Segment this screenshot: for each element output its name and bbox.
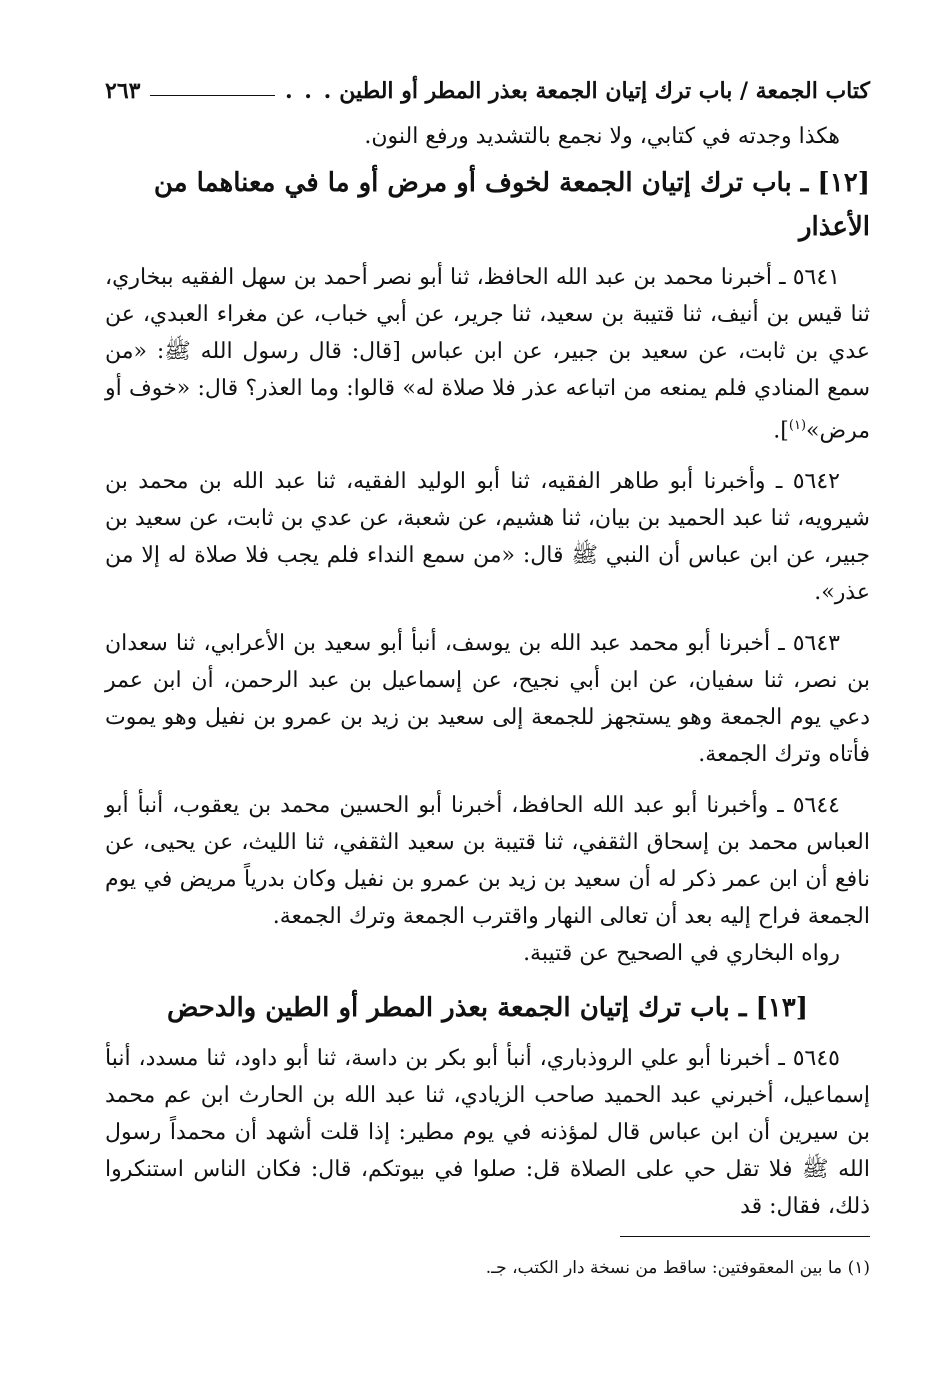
hadith-5642 [105,463,870,611]
page-number: ٢٦٣ [105,78,141,104]
hadith-5645 [105,1040,870,1225]
hadith-5644-note: رواه البخاري في الصحيح عن قتيبة. [523,941,840,967]
header-ellipsis: . . . [284,78,334,104]
hadith-5642-text: ٥٦٤٢ ـ وأخبرنا أبو طاهر الفقيه، ثنا أبو الوليد الفقيه، ثنا عبد الله بن محمد بن شيرويه، ثنا عبد الحميد بن بيان، ثنا هشيم، عن شعبة، عن عدي بن ثابت، عن سعيد بن جبير، عن ابن عباس أن النبي ﷺ قال: «من سمع النداء فلم يجب فلا صلاة له إلا من عذر». [105,469,870,606]
header-title: كتاب الجمعة / باب ترك إتيان الجمعة بعذر المطر أو الطين [339,78,870,104]
chapter-heading-12: [١٢] ـ باب ترك إتيان الجمعة لخوف أو مرض أو ما في معناهما من الأعذار [153,168,870,242]
hadith-5641 [105,259,870,449]
hadith-5645-text: ٥٦٤٥ ـ أخبرنا أبو علي الروذباري، أنبأ أبو بكر بن داسة، ثنا أبو داود، ثنا مسدد، أنبأ إسماعيل، أخبرني عبد الحميد صاحب الزيادي، ثنا عبد الله بن الحارث ابن عم محمد بن سيرين أن ابن عباس قال لمؤذنه في يوم مطير: إذا قلت أشهد أن محمداً رسول الله ﷺ فلا تقل حي على الصلاة قل: صلوا في بيوتكم، قال: فكان الناس استنكروا ذلك، فقال: قد [105,1046,870,1220]
hadith-5644 [105,787,870,972]
header-rule [150,95,275,96]
hadith-5644-text: ٥٦٤٤ ـ وأخبرنا أبو عبد الله الحافظ، أخبرنا أبو الحسين محمد بن يعقوب، أنبأ أبو العباس محمد بن إسحاق الثقفي، ثنا قتيبة بن سعيد الثقفي، ثنا الليث، عن يحيى، عن نافع أن ابن عمر ذكر له أن سعيد بن زيد بن عمرو بن نفيل وكان بدرياً مريض في يوم الجمعة فراح إليه بعد أن تعالى النهار واقترب الجمعة وترك الجمعة. [105,793,870,930]
footnote-reference: (١) [788,418,807,433]
hadith-5643-text: ٥٦٤٣ ـ أخبرنا أبو محمد عبد الله بن يوسف، أنبأ أبو سعيد بن الأعرابي، ثنا سعدان بن نصر، ثنا سفيان، عن ابن أبي نجيح، عن إسماعيل بن عبد الرحمن، أن ابن عمر دعي يوم الجمعة وهو يستجهز للجمعة إلى سعيد بن زيد بن عمرو بن نفيل وهو يموت فأتاه وترك الجمعة. [105,631,870,768]
hadith-5641-body: ٥٦٤١ ـ أخبرنا محمد بن عبد الله الحافظ، ثنا أبو نصر أحمد بن سهل الفقيه ببخاري، ثنا قيس بن أنيف، ثنا قتيبة بن سعيد، ثنا جرير، عن أبي خباب، عن مغراء العبدي، عن عدي بن ثابت، عن سعيد بن جبير، عن ابن عباس [قال: قال رسول الله ﷺ: «من سمع المنادي فلم يمنعه من اتباعه عذر فلا صلاة له» قالوا: وما العذر؟ قال: «خوف أو مرض» [105,265,870,444]
hadith-5641-text [105,259,870,449]
footnote-separator [620,1236,870,1237]
hadith-5643 [105,625,870,773]
intro-line: هكذا وجدته في كتابي، ولا نجمع بالتشديد ورفع النون. [364,124,840,149]
running-header [105,70,870,104]
hadith-5641-tail: ]. [773,418,789,444]
footnote: (١) ما بين المعقوفتين: ساقط من نسخة دار الكتب، جـ. [485,1258,870,1278]
chapter-heading-13: [١٣] ـ باب ترك إتيان الجمعة بعذر المطر أو الطين والدحض [166,993,809,1024]
page-body [105,70,870,1239]
